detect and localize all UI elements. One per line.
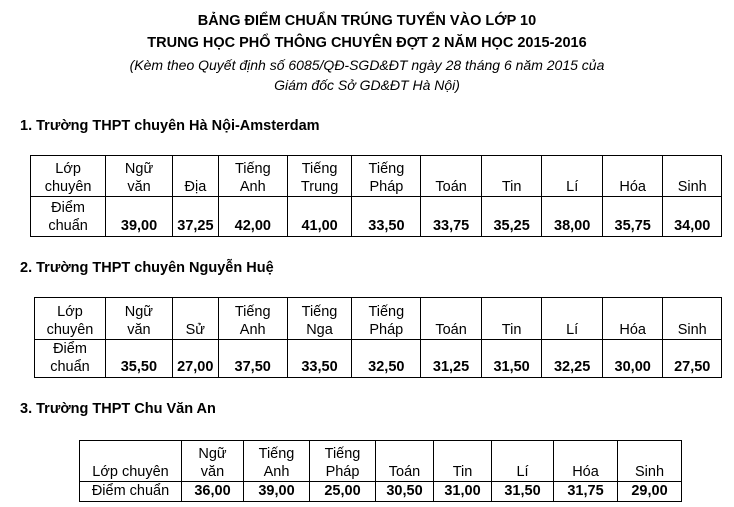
subject-header-cell: Tiếng Anh [244, 441, 310, 482]
score-label-cell: Điểm chuẩn [35, 340, 106, 378]
score-cell: 33,50 [352, 197, 421, 237]
doc-subtitle-line2: Giám đốc Sở GD&ĐT Hà Nội) [274, 77, 460, 93]
score-cell: 31,50 [492, 482, 554, 502]
subject-header-cell: Ngữ văn [106, 156, 173, 197]
subject-header-cell: Tiếng Pháp [310, 441, 376, 482]
score-cell: 27,50 [663, 340, 722, 378]
score-row [31, 197, 722, 237]
subject-header-cell: Sinh [663, 298, 722, 340]
score-cell: 35,75 [602, 197, 663, 237]
score-cell: 27,00 [172, 340, 218, 378]
subject-row [35, 298, 722, 340]
score-cell: 34,00 [663, 197, 722, 237]
section-title-amsterdam: 1. Trường THPT chuyên Hà Nội-Amsterdam [20, 118, 320, 134]
subject-header-cell: Tiếng Trung [287, 156, 352, 197]
score-table-amsterdam [30, 155, 722, 237]
row-label-cell: Lớp chuyên [35, 298, 106, 340]
score-cell: 31,50 [481, 340, 542, 378]
subject-header-cell: Địa [172, 156, 218, 197]
score-cell: 25,00 [310, 482, 376, 502]
subject-header-cell: Hóa [602, 298, 663, 340]
subject-header-cell: Sinh [618, 441, 682, 482]
score-table-nguyen-hue [34, 297, 722, 378]
score-cell: 35,25 [481, 197, 542, 237]
score-cell: 30,50 [376, 482, 434, 502]
subject-header-cell: Lí [542, 298, 603, 340]
score-cell: 38,00 [542, 197, 603, 237]
score-label-cell: Điểm chuẩn [31, 197, 106, 237]
score-label-cell: Điểm chuẩn [80, 482, 182, 502]
subject-header-cell: Toán [421, 156, 482, 197]
score-cell: 31,00 [434, 482, 492, 502]
subject-row [31, 156, 722, 197]
subject-header-cell: Hóa [554, 441, 618, 482]
subject-header-cell: Ngữ văn [182, 441, 244, 482]
score-row [35, 340, 722, 378]
score-cell: 35,50 [105, 340, 172, 378]
score-cell: 29,00 [618, 482, 682, 502]
doc-title-line2: TRUNG HỌC PHỔ THÔNG CHUYÊN ĐỢT 2 NĂM HỌC 2015-2016 [147, 35, 587, 51]
doc-title-line1: BẢNG ĐIỂM CHUẨN TRÚNG TUYỂN VÀO LỚP 10 [197, 13, 537, 29]
score-cell: 39,00 [244, 482, 310, 502]
subject-header-cell: Lí [542, 156, 603, 197]
score-cell: 32,25 [542, 340, 603, 378]
score-row [80, 482, 682, 502]
score-cell: 30,00 [602, 340, 663, 378]
score-cell: 37,25 [172, 197, 218, 237]
score-cell: 31,75 [554, 482, 618, 502]
section-title-chu-van-an: 3. Trường THPT Chu Văn An [20, 401, 216, 417]
subject-header-cell: Ngữ văn [105, 298, 172, 340]
subject-header-cell: Toán [421, 298, 482, 340]
score-cell: 42,00 [218, 197, 287, 237]
score-table-chu-van-an [79, 440, 682, 502]
score-cell: 37,50 [218, 340, 287, 378]
score-cell: 32,50 [352, 340, 421, 378]
subject-header-cell: Sinh [663, 156, 722, 197]
section-title-nguyen-hue: 2. Trường THPT chuyên Nguyễn Huệ [20, 260, 274, 276]
subject-header-cell: Hóa [602, 156, 663, 197]
subject-header-cell: Tin [481, 156, 542, 197]
score-cell: 36,00 [182, 482, 244, 502]
row-label-cell: Lớp chuyên [31, 156, 106, 197]
subject-header-cell: Tiếng Pháp [352, 298, 421, 340]
score-cell: 31,25 [421, 340, 482, 378]
subject-header-cell: Tiếng Pháp [352, 156, 421, 197]
subject-header-cell: Sử [172, 298, 218, 340]
score-cell: 33,75 [421, 197, 482, 237]
doc-subtitle-line1: (Kèm theo Quyết định số 6085/QĐ-SGD&ĐT ngày 28 tháng 6 năm 2015 của [129, 57, 605, 73]
subject-row [80, 441, 682, 482]
subject-header-cell: Tiếng Anh [218, 298, 287, 340]
subject-header-cell: Tiếng Nga [287, 298, 352, 340]
subject-header-cell: Tin [434, 441, 492, 482]
row-label-cell: Lớp chuyên [80, 441, 182, 482]
subject-header-cell: Tiếng Anh [218, 156, 287, 197]
score-cell: 33,50 [287, 340, 352, 378]
score-cell: 39,00 [106, 197, 173, 237]
score-cell: 41,00 [287, 197, 352, 237]
subject-header-cell: Tin [481, 298, 542, 340]
subject-header-cell: Toán [376, 441, 434, 482]
subject-header-cell: Lí [492, 441, 554, 482]
